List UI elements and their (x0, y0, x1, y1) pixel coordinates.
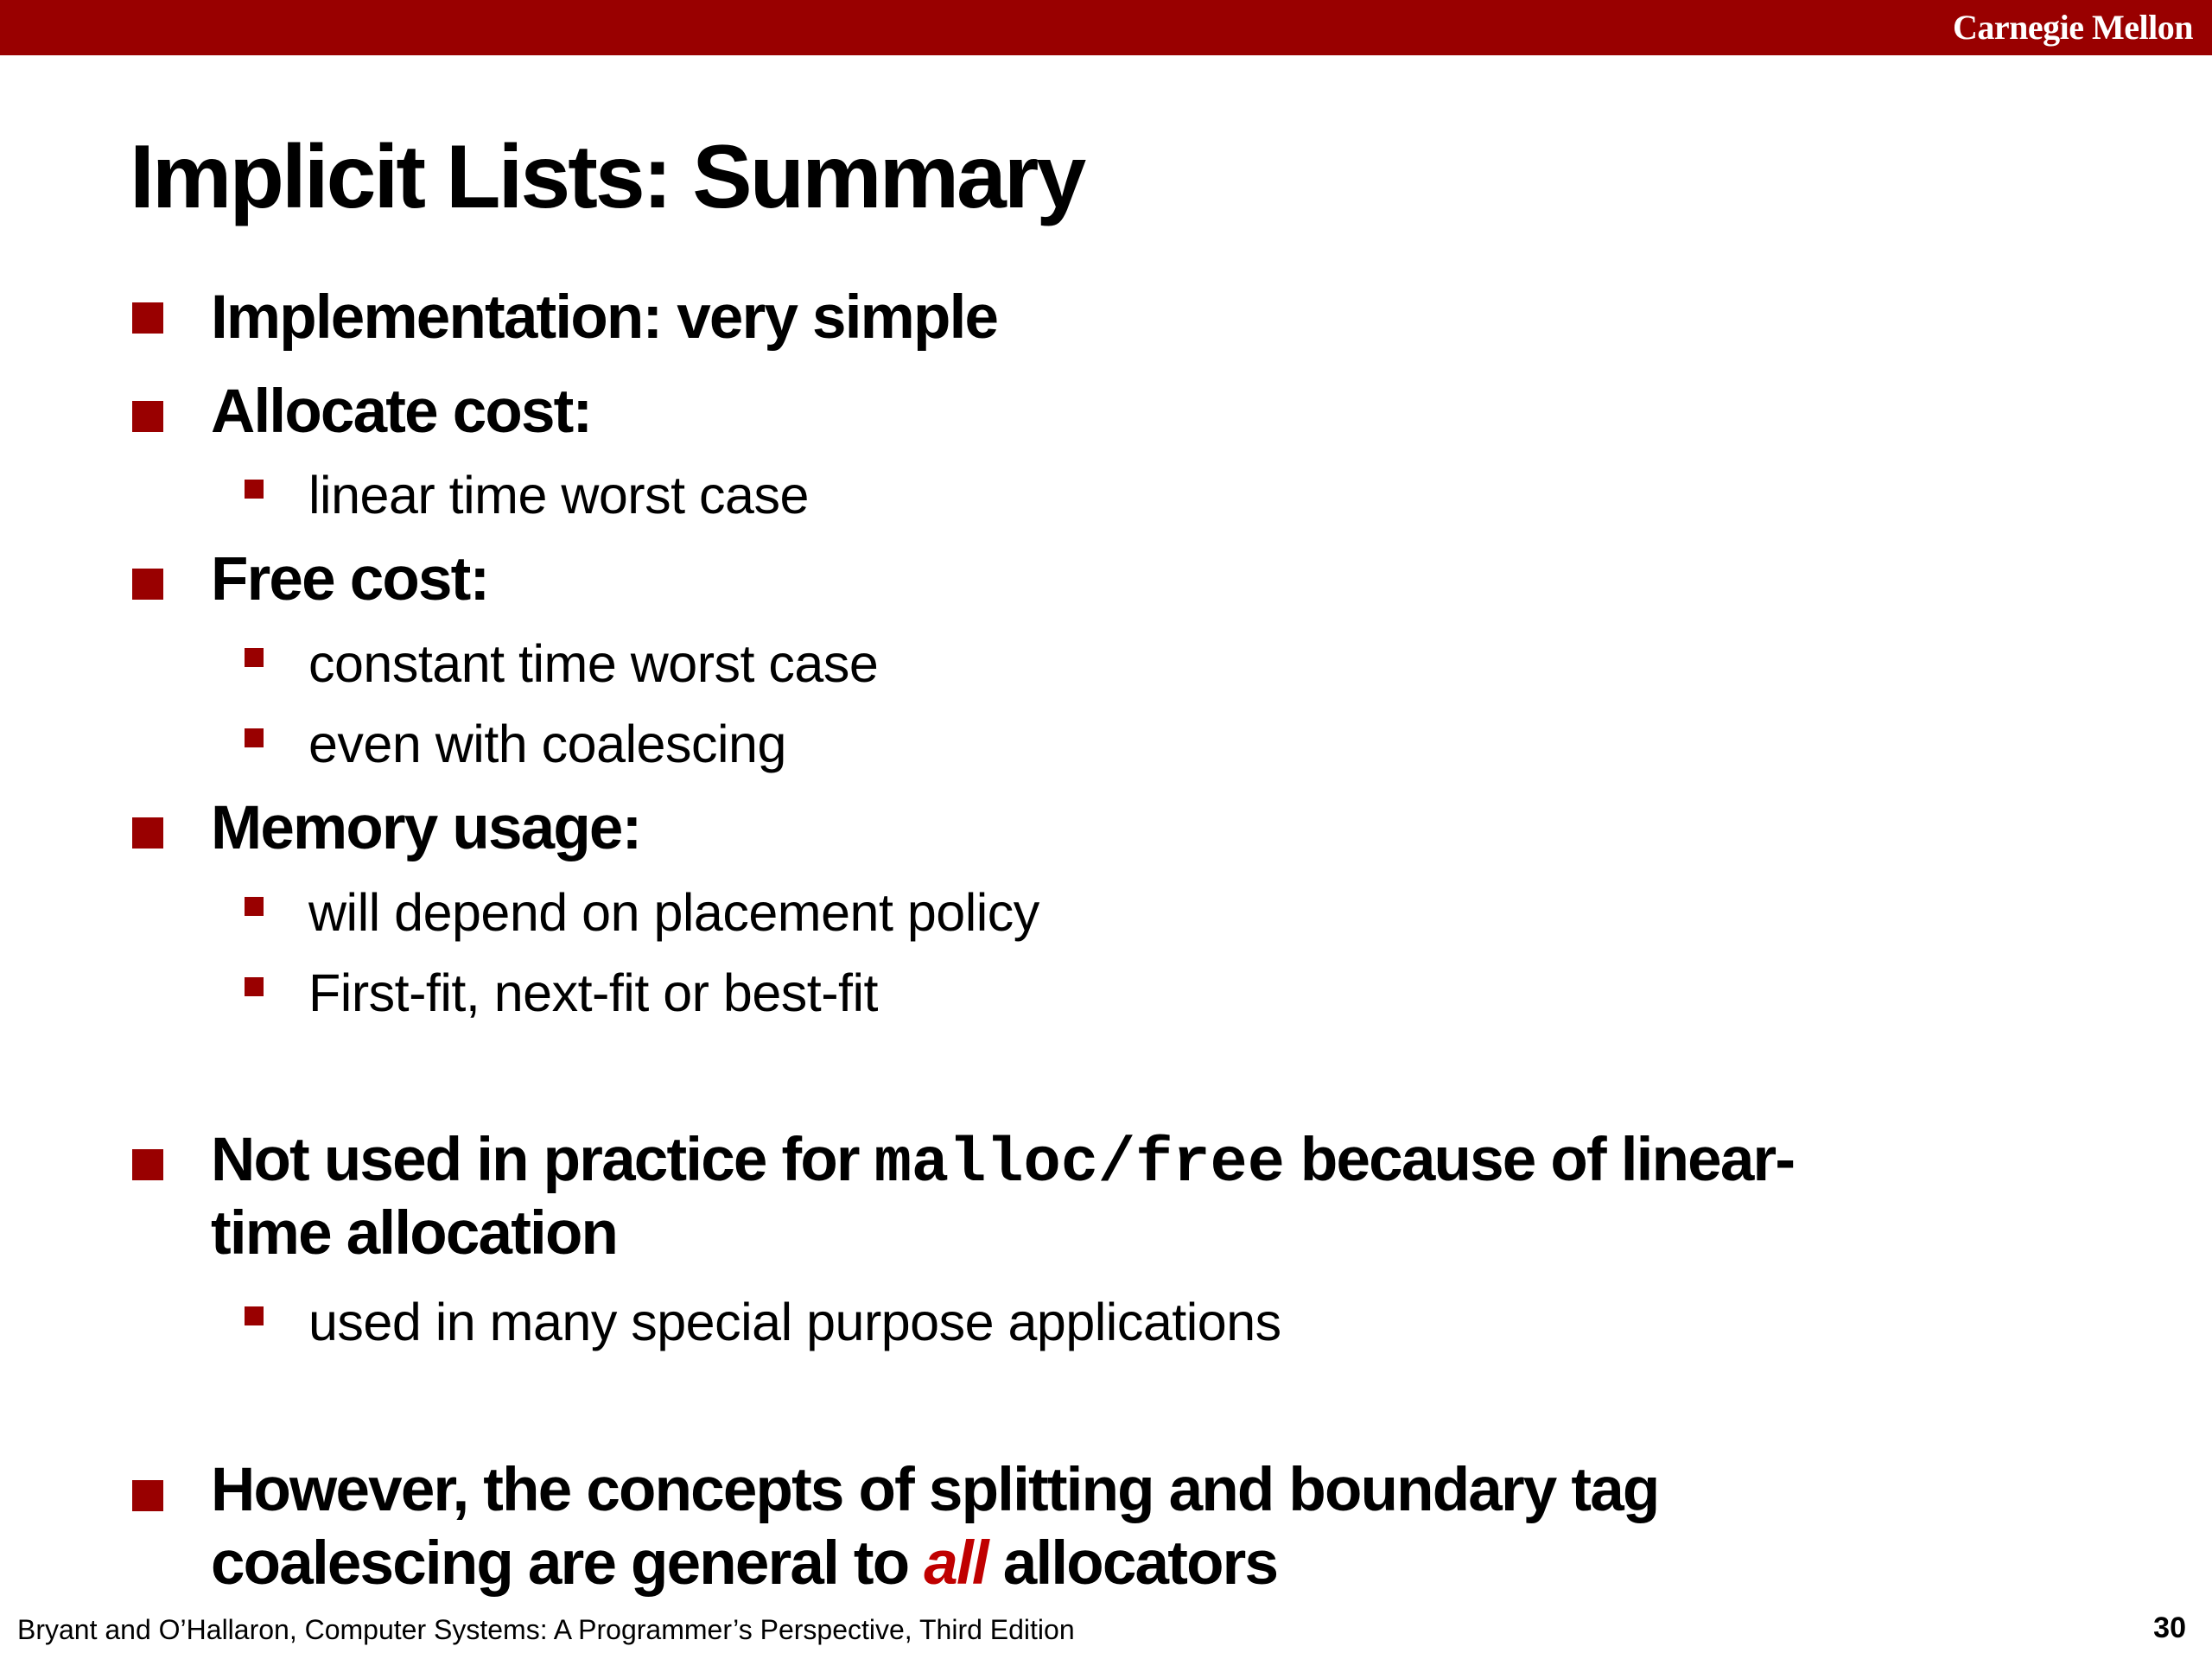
sub-bullet-free-2: even with coalescing (308, 715, 786, 773)
bullet-memory-usage: Memory usage: (211, 794, 641, 862)
bullet-square-icon (132, 569, 163, 600)
sub-bullet-memory-1: will depend on placement policy (308, 883, 1039, 942)
sub-bullet-allocate-1: linear time worst case (308, 466, 809, 524)
sub-bullet-square-icon (245, 728, 264, 747)
bullet-implementation: Implementation: very simple (211, 283, 998, 352)
emphasis-all: all (924, 1529, 988, 1598)
bullet-square-icon (132, 1149, 163, 1180)
bullet-square-icon (132, 817, 163, 849)
bullet-free-cost: Free cost: (211, 545, 489, 613)
sub-bullet-memory-2: First-fit, next-fit or best-fit (308, 963, 878, 1022)
sub-bullet-square-icon (245, 1306, 264, 1325)
bullet-allocate-cost: Allocate cost: (211, 378, 592, 446)
bullet-not-used-line2: time allocation (211, 1199, 618, 1268)
bullet-not-used-line1: Not used in practice for malloc/free because of linear- (211, 1126, 1795, 1199)
sub-bullet-square-icon (245, 977, 264, 996)
sub-bullet-square-icon (245, 648, 264, 667)
code-malloc-free: malloc/free (874, 1128, 1285, 1199)
sub-bullet-square-icon (245, 897, 264, 916)
bullet-square-icon (132, 401, 163, 432)
sub-bullet-not-used-1: used in many special purpose applications (308, 1293, 1281, 1351)
bullet-however-line2: coalescing are general to all allocators (211, 1529, 1278, 1598)
page-number: 30 (2153, 1611, 2186, 1644)
bullet-square-icon (132, 1480, 163, 1511)
footer-citation: Bryant and O’Hallaron, Computer Systems: A Programmer’s Perspective, Third Edition (17, 1614, 1075, 1645)
header-bar (0, 0, 2212, 55)
bullet-square-icon (132, 302, 163, 334)
slide-title: Implicit Lists: Summary (130, 127, 1084, 227)
sub-bullet-square-icon (245, 480, 264, 499)
sub-bullet-free-1: constant time worst case (308, 634, 879, 693)
brand-logo-text: Carnegie Mellon (1953, 8, 2193, 47)
bullet-however-line1: However, the concepts of splitting and boundary tag (211, 1456, 1659, 1524)
